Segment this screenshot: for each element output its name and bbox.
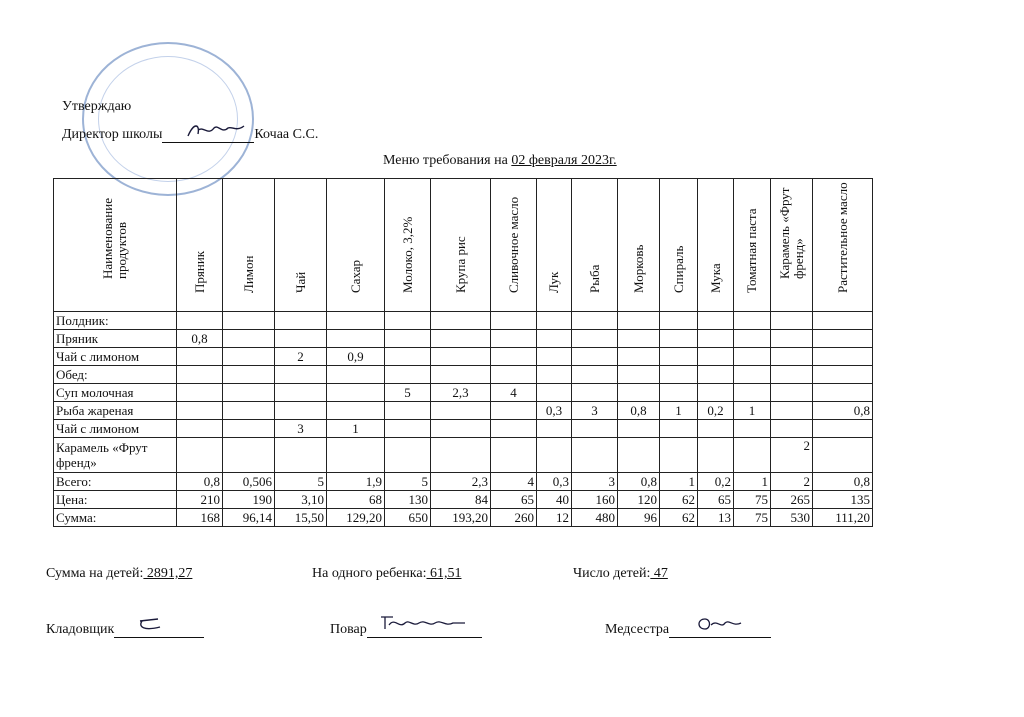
table-cell: [813, 312, 873, 330]
table-cell: [813, 420, 873, 438]
table-cell: [537, 348, 572, 366]
storekeeper-signature-line: [46, 622, 204, 638]
approve-label: Утверждаю: [62, 99, 132, 114]
total-row: [54, 509, 873, 527]
table-cell: 120: [618, 491, 660, 509]
header-column: Рыба: [586, 264, 602, 293]
table-cell: 111,20: [813, 509, 873, 527]
director-line: [62, 127, 318, 143]
table-cell: [734, 330, 771, 348]
table-cell: [537, 438, 572, 473]
table-cell: [698, 384, 734, 402]
header-column: Чай: [292, 271, 308, 293]
header-column: Спираль: [670, 245, 686, 293]
table-cell: [572, 420, 618, 438]
table-cell: 0,9: [327, 348, 385, 366]
table-cell: [431, 438, 491, 473]
storekeeper-label: Кладовщик: [46, 622, 115, 637]
header-cell: [660, 179, 698, 312]
row-label: Рыба жареная: [54, 402, 177, 420]
table-cell: [223, 312, 275, 330]
row-label: Пряник: [54, 330, 177, 348]
table-cell: [431, 366, 491, 384]
table-cell: 4: [491, 473, 537, 491]
table-cell: [385, 312, 431, 330]
table-cell: 96: [618, 509, 660, 527]
table-cell: [618, 348, 660, 366]
header-cell: [698, 179, 734, 312]
table-cell: [572, 438, 618, 473]
table-cell: 2: [275, 348, 327, 366]
header-cell: [618, 179, 660, 312]
table-cell: 0,3: [537, 402, 572, 420]
table-cell: 265: [771, 491, 813, 509]
table-row: [54, 402, 873, 420]
table-cell: [698, 366, 734, 384]
children-count-label: Число детей:: [573, 566, 651, 581]
header-cell: [327, 179, 385, 312]
table-cell: [177, 402, 223, 420]
table-cell: 0,8: [177, 330, 223, 348]
table-cell: 4: [491, 384, 537, 402]
table-cell: [275, 366, 327, 384]
table-cell: 0,8: [813, 402, 873, 420]
table-cell: [813, 330, 873, 348]
children-count-value: 47: [650, 566, 668, 581]
table-row: [54, 420, 873, 438]
row-label: Карамель «Фрут френд»: [54, 438, 177, 473]
table-row: [54, 384, 873, 402]
row-label: Цена:: [54, 491, 177, 509]
director-name: Кочаа С.С.: [254, 127, 319, 142]
official-stamp: [82, 42, 254, 196]
table-cell: [660, 330, 698, 348]
table-cell: 0,8: [177, 473, 223, 491]
header-cell: [431, 179, 491, 312]
table-cell: 5: [385, 473, 431, 491]
table-cell: [660, 384, 698, 402]
row-label: Сумма:: [54, 509, 177, 527]
table-cell: 3: [275, 420, 327, 438]
header-column: Мука: [707, 263, 723, 293]
table-cell: [618, 366, 660, 384]
table-cell: [618, 438, 660, 473]
table-cell: 5: [275, 473, 327, 491]
children-sum-label: Сумма на детей:: [46, 566, 144, 581]
table-cell: [385, 330, 431, 348]
table-cell: 0,8: [618, 402, 660, 420]
header-cell: [537, 179, 572, 312]
header-column: Сахар: [347, 259, 363, 293]
table-cell: [698, 420, 734, 438]
table-cell: [431, 330, 491, 348]
children-count: [573, 566, 668, 582]
header-cell: [813, 179, 873, 312]
table-cell: [491, 402, 537, 420]
header-cell: [177, 179, 223, 312]
table-cell: 480: [572, 509, 618, 527]
table-cell: [327, 312, 385, 330]
table-cell: [431, 402, 491, 420]
row-label: Чай с лимоном: [54, 420, 177, 438]
header-column: Томатная паста: [744, 208, 759, 293]
table-cell: 15,50: [275, 509, 327, 527]
table-cell: [734, 366, 771, 384]
header-column: Лук: [546, 271, 561, 293]
table-row: [54, 438, 873, 473]
section-row: [54, 312, 873, 330]
table-cell: [771, 330, 813, 348]
table-cell: [660, 420, 698, 438]
table-cell: 12: [537, 509, 572, 527]
per-child-label: На одного ребенка:: [312, 566, 427, 581]
table-cell: 0,2: [698, 402, 734, 420]
nurse-signature: [669, 623, 771, 638]
cook-label: Повар: [330, 622, 367, 637]
table-cell: [734, 348, 771, 366]
table-cell: [618, 420, 660, 438]
row-label: Всего:: [54, 473, 177, 491]
table-cell: [491, 420, 537, 438]
header-column: Карамель «Фрут френд»: [776, 187, 806, 279]
children-sum: [46, 566, 192, 582]
table-cell: [223, 420, 275, 438]
table-cell: 62: [660, 509, 698, 527]
header-product-name: Наименование продуктов: [100, 198, 129, 279]
table-cell: [275, 438, 327, 473]
table-cell: [537, 366, 572, 384]
table-cell: [431, 348, 491, 366]
table-cell: 650: [385, 509, 431, 527]
table-cell: [734, 420, 771, 438]
table-cell: [431, 312, 491, 330]
total-row: [54, 491, 873, 509]
table-cell: [177, 366, 223, 384]
director-signature: [162, 128, 254, 143]
row-label: Чай с лимоном: [54, 348, 177, 366]
table-row: [54, 348, 873, 366]
table-cell: 0,2: [698, 473, 734, 491]
table-cell: [327, 330, 385, 348]
table-cell: [572, 312, 618, 330]
table-cell: [385, 438, 431, 473]
table-cell: 530: [771, 509, 813, 527]
table-cell: [698, 348, 734, 366]
table-cell: 65: [698, 491, 734, 509]
table-cell: [275, 402, 327, 420]
table-cell: 1: [734, 473, 771, 491]
table-cell: 210: [177, 491, 223, 509]
table-cell: [698, 438, 734, 473]
table-cell: [618, 384, 660, 402]
table-cell: [385, 348, 431, 366]
row-label: Полдник:: [54, 312, 177, 330]
table-cell: [698, 330, 734, 348]
table-cell: 135: [813, 491, 873, 509]
table-cell: 160: [572, 491, 618, 509]
header-cell: [223, 179, 275, 312]
table-cell: [771, 366, 813, 384]
table-cell: 62: [660, 491, 698, 509]
table-cell: [771, 312, 813, 330]
nurse-label: Медсестра: [605, 622, 670, 637]
table-cell: 0,8: [618, 473, 660, 491]
table-cell: 96,14: [223, 509, 275, 527]
table-cell: [223, 402, 275, 420]
table-cell: [223, 348, 275, 366]
table-cell: [771, 402, 813, 420]
header-column: Растительное масло: [834, 182, 850, 293]
table-cell: [491, 366, 537, 384]
menu-table: [53, 178, 873, 527]
table-cell: [491, 348, 537, 366]
table-cell: [275, 330, 327, 348]
table-cell: 168: [177, 509, 223, 527]
children-sum-value: 2891,27: [143, 566, 193, 581]
section-row: [54, 366, 873, 384]
table-cell: [177, 312, 223, 330]
table-cell: 130: [385, 491, 431, 509]
table-cell: [491, 312, 537, 330]
table-cell: [327, 438, 385, 473]
table-cell: [698, 312, 734, 330]
table-cell: [537, 312, 572, 330]
table-cell: 84: [431, 491, 491, 509]
table-cell: [572, 348, 618, 366]
table-cell: 1: [660, 473, 698, 491]
table-cell: [537, 420, 572, 438]
table-cell: 75: [734, 509, 771, 527]
table-cell: 3: [572, 402, 618, 420]
table-cell: 0,8: [813, 473, 873, 491]
table-cell: 68: [327, 491, 385, 509]
table-cell: [813, 348, 873, 366]
table-cell: 1: [327, 420, 385, 438]
title-date: 02 февраля 2023г.: [511, 153, 617, 168]
table-cell: [385, 402, 431, 420]
table-cell: [537, 384, 572, 402]
menu-table-body: [54, 312, 873, 527]
table-cell: [223, 366, 275, 384]
table-cell: 129,20: [327, 509, 385, 527]
table-cell: [385, 420, 431, 438]
table-cell: 0,506: [223, 473, 275, 491]
table-cell: 1: [660, 402, 698, 420]
table-cell: [813, 366, 873, 384]
table-cell: [771, 420, 813, 438]
per-child-value: 61,51: [426, 566, 462, 581]
table-cell: [734, 312, 771, 330]
table-cell: [618, 330, 660, 348]
table-cell: 5: [385, 384, 431, 402]
nurse-signature-line: [605, 622, 771, 638]
total-row: [54, 473, 873, 491]
header-cell: [734, 179, 771, 312]
table-cell: 2: [771, 473, 813, 491]
table-cell: [734, 384, 771, 402]
header-column: Молоко, 3,2%: [399, 216, 415, 293]
table-cell: 40: [537, 491, 572, 509]
header-cell: [491, 179, 537, 312]
table-cell: [223, 330, 275, 348]
table-cell: [660, 366, 698, 384]
table-cell: [813, 384, 873, 402]
table-cell: [327, 402, 385, 420]
row-label: Суп молочная: [54, 384, 177, 402]
table-cell: [327, 366, 385, 384]
table-cell: [660, 438, 698, 473]
table-cell: 260: [491, 509, 537, 527]
table-cell: 75: [734, 491, 771, 509]
title-prefix: Меню требования на: [383, 153, 512, 168]
table-cell: [618, 312, 660, 330]
header-cell: [385, 179, 431, 312]
table-cell: [223, 438, 275, 473]
header-cell: [771, 179, 813, 312]
table-cell: [660, 348, 698, 366]
header-cell: [572, 179, 618, 312]
table-cell: [385, 366, 431, 384]
table-cell: [177, 384, 223, 402]
table-cell: [537, 330, 572, 348]
per-child: [312, 566, 461, 582]
header-column: Крупа рис: [452, 236, 468, 293]
table-cell: [660, 312, 698, 330]
table-cell: [275, 312, 327, 330]
table-cell: 1,9: [327, 473, 385, 491]
director-label: Директор школы: [62, 127, 163, 142]
header-cell: [275, 179, 327, 312]
table-cell: 1: [734, 402, 771, 420]
table-cell: [491, 330, 537, 348]
header-cell: [54, 179, 177, 312]
table-cell: 3: [572, 473, 618, 491]
table-cell: [177, 420, 223, 438]
table-cell: [734, 438, 771, 473]
header-column: Пряник: [191, 250, 207, 293]
table-cell: 65: [491, 491, 537, 509]
table-cell: [275, 384, 327, 402]
table-cell: 0,3: [537, 473, 572, 491]
table-cell: [572, 366, 618, 384]
header-column: Лимон: [240, 255, 256, 293]
table-cell: [572, 330, 618, 348]
table-cell: [572, 384, 618, 402]
table-cell: 13: [698, 509, 734, 527]
storekeeper-signature: [114, 623, 204, 638]
table-cell: [813, 438, 873, 473]
table-cell: [177, 348, 223, 366]
table-cell: [177, 438, 223, 473]
document-title: [383, 153, 617, 169]
table-cell: 2: [771, 438, 813, 473]
table-cell: 2,3: [431, 473, 491, 491]
table-cell: 193,20: [431, 509, 491, 527]
cook-signature-line: [330, 622, 482, 638]
table-cell: [771, 348, 813, 366]
header-column: Сливочное масло: [505, 196, 521, 293]
table-cell: [431, 420, 491, 438]
cook-signature: [367, 623, 482, 638]
table-cell: [491, 438, 537, 473]
table-cell: [327, 384, 385, 402]
row-label: Обед:: [54, 366, 177, 384]
header-row: [54, 179, 873, 312]
header-column: Морковь: [630, 244, 646, 293]
table-cell: [771, 384, 813, 402]
table-cell: 2,3: [431, 384, 491, 402]
table-row: [54, 330, 873, 348]
table-cell: [223, 384, 275, 402]
table-cell: 190: [223, 491, 275, 509]
table-cell: 3,10: [275, 491, 327, 509]
